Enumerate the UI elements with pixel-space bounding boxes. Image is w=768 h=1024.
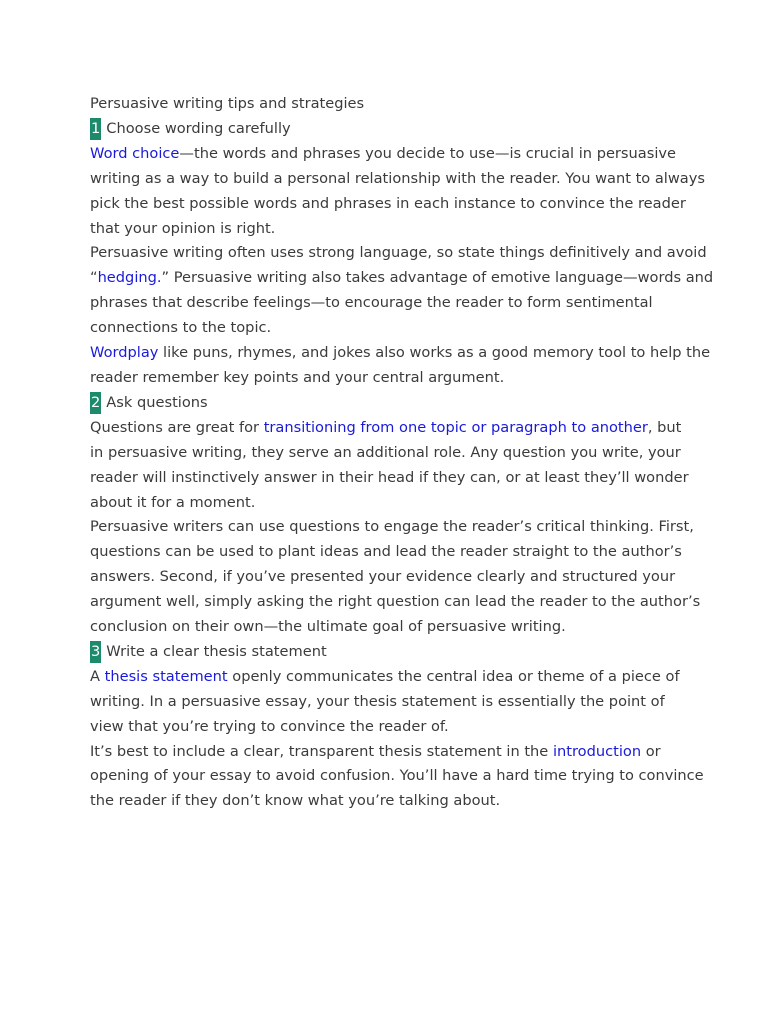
line-text: A: [90, 667, 105, 685]
line-text: about it for a moment.: [90, 493, 256, 511]
line-text: , but: [647, 418, 682, 436]
text-line: [90, 316, 690, 341]
line-text: “: [90, 269, 98, 287]
step-number-badge: 2: [90, 392, 101, 414]
document-body: [90, 92, 714, 814]
paragraph: [90, 341, 711, 391]
inline-link[interactable]: Word choice: [90, 144, 180, 162]
text-line: [90, 241, 707, 266]
text-line: [90, 266, 714, 291]
paragraph: [90, 665, 690, 740]
sections-container: [90, 117, 714, 814]
text-line: [90, 515, 694, 540]
line-text: writing. In a persuasive essay, your thesis statement is essentially the point of: [90, 692, 665, 710]
text-line: [90, 665, 690, 690]
line-text: reader will instinctively answer in their head if they can, or at least they’ll wonder: [90, 468, 689, 486]
text-line: [90, 590, 701, 615]
line-text: answers. Second, if you’ve presented your evidence clearly and structured your: [90, 568, 676, 586]
section-2: [90, 391, 701, 640]
section-heading-text: Write a clear thesis statement: [106, 642, 327, 660]
line-text: argument well, simply asking the right question can lead the reader to the author’s: [90, 593, 701, 611]
line-text: —the words and phrases you decide to use—is crucial in persuasive: [179, 144, 677, 162]
line-text: writing as a way to build a personal relationship with the reader. You want to always: [90, 169, 705, 187]
line-text: the reader if they don’t know what you’re talking about.: [90, 792, 501, 810]
text-line: [90, 466, 690, 491]
text-line: [90, 615, 690, 640]
paragraph: [90, 241, 714, 341]
section-heading-text: Choose wording carefully: [106, 119, 291, 137]
line-text: Persuasive writing often uses strong language, so state things definitively and avoid: [90, 244, 707, 262]
line-text: ” Persuasive writing also takes advantage of emotive language—words and: [161, 269, 714, 287]
section-heading: [90, 117, 690, 142]
paragraph: [90, 416, 690, 516]
text-line: [90, 416, 690, 441]
paragraph: [90, 515, 701, 640]
line-text: or: [641, 742, 661, 760]
text-line: [90, 540, 690, 565]
section-3: [90, 640, 704, 814]
paragraph: [90, 740, 704, 815]
line-text: conclusion on their own—the ultimate goal of persuasive writing.: [90, 618, 566, 636]
line-text: pick the best possible words and phrases in each instance to convince the reader: [90, 194, 686, 212]
text-line: [90, 565, 690, 590]
text-line: [90, 366, 690, 391]
line-text: reader remember key points and your central argument.: [90, 368, 505, 386]
line-text: in persuasive writing, they serve an additional role. Any question you write, your: [90, 443, 681, 461]
text-line: [90, 491, 690, 516]
text-line: [90, 715, 690, 740]
line-text: Questions are great for: [90, 418, 264, 436]
inline-link[interactable]: Wordplay: [90, 344, 159, 362]
line-text: opening of your essay to avoid confusion. You’ll have a hard time trying to convince: [90, 767, 704, 785]
line-text: Persuasive writers can use questions to engage the reader’s critical thinking. First,: [90, 518, 694, 536]
section-heading: [90, 391, 690, 416]
text-line: [90, 764, 704, 789]
paragraph: [90, 142, 705, 242]
section-heading: [90, 640, 690, 665]
text-line: [90, 690, 690, 715]
text-line: [90, 142, 690, 167]
text-line: [90, 192, 690, 217]
page-title: Persuasive writing tips and strategies: [90, 95, 365, 112]
inline-link[interactable]: transitioning from one topic or paragraph to another: [263, 418, 648, 436]
inline-link[interactable]: introduction: [552, 742, 642, 760]
text-line: [90, 740, 690, 765]
step-number-badge: 3: [90, 641, 101, 663]
line-text: It’s best to include a clear, transparent thesis statement in the: [90, 742, 553, 760]
text-line: [90, 341, 711, 366]
text-line: [90, 291, 690, 316]
line-text: phrases that describe feelings—to encourage the reader to form sentimental: [90, 294, 653, 312]
line-text: questions can be used to plant ideas and lead the reader straight to the author’s: [90, 543, 682, 561]
text-line: [90, 789, 690, 814]
text-line: [90, 217, 690, 242]
section-heading-text: Ask questions: [106, 393, 208, 411]
line-text: that your opinion is right.: [90, 219, 276, 237]
text-line: [90, 167, 705, 192]
inline-link[interactable]: thesis statement: [104, 667, 228, 685]
line-text: view that you’re trying to convince the reader of.: [90, 717, 449, 735]
line-text: like puns, rhymes, and jokes also works as a good memory tool to help the: [158, 344, 711, 362]
step-number-badge: 1: [90, 118, 101, 140]
line-text: connections to the topic.: [90, 319, 272, 337]
line-text: openly communicates the central idea or theme of a piece of: [227, 667, 680, 685]
text-line: [90, 441, 690, 466]
inline-link[interactable]: hedging.: [97, 269, 162, 287]
section-1: [90, 117, 714, 391]
